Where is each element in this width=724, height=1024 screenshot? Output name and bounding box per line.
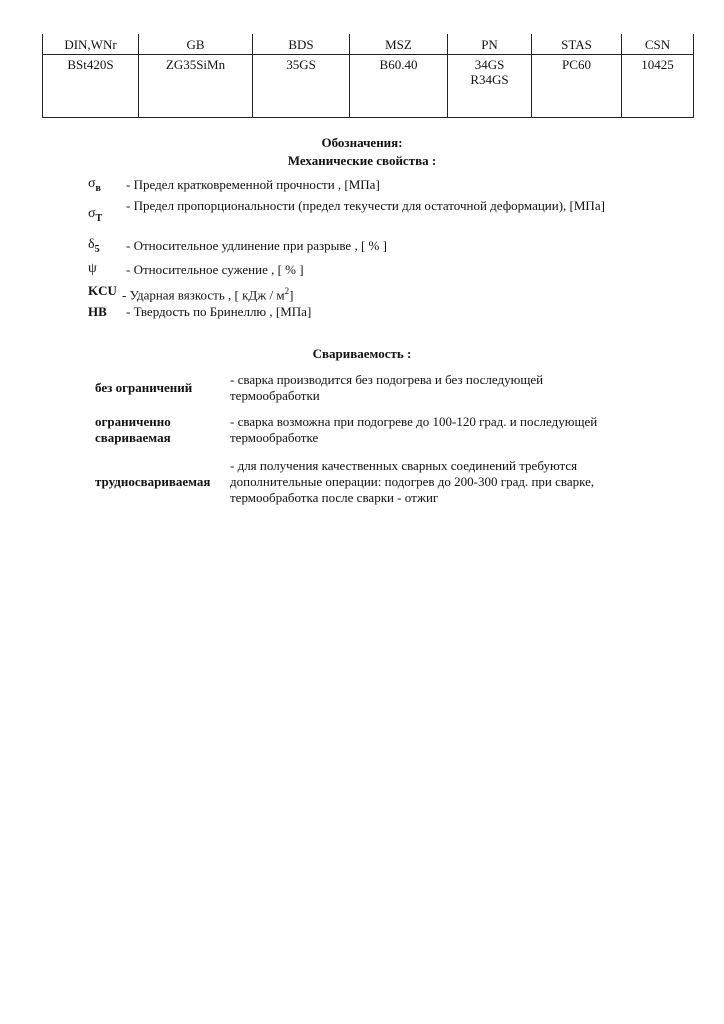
weldability-term: без ограничений (95, 380, 193, 395)
hb-symbol: HB (88, 304, 107, 319)
analogs-value-cell: 35GS (253, 55, 350, 118)
weldability-desc: - сварка возможна при подогреве до 100-120 град. и последующей термообработке (230, 414, 598, 445)
psi-symbol: ψ (88, 261, 97, 276)
analogs-value-row (43, 55, 694, 118)
analogs-header-cell: PN (448, 34, 532, 55)
analogs-value-cell: ZG35SiMn (139, 55, 253, 118)
analogs-header-cell: CSN (622, 34, 694, 55)
analogs-header-row (43, 34, 694, 55)
legend-text: - Ударная вязкость , [ кДж / $м^2$] (122, 286, 294, 303)
kcu-symbol: KCU (88, 283, 117, 298)
weldability-desc: - сварка производится без подогрева и без последующей термообработки (230, 372, 544, 403)
mechanical-properties-subtitle: Механические свойства : (287, 153, 437, 168)
analogs-value-cell: 10425 (622, 55, 694, 118)
analogs-header-cell: MSZ (350, 34, 448, 55)
analogs-header-cell: STAS (532, 34, 622, 55)
designations-title: Обозначения: (321, 135, 403, 150)
analogs-value-cell: 34GS R34GS (448, 55, 532, 118)
legend-text: - Относительное удлинение при разрыве , [ % ] (126, 238, 387, 253)
analogs-header-cell: BDS (253, 34, 350, 55)
delta-5-symbol: $\delta_5$ (88, 237, 100, 255)
analogs-header-cell: GB (139, 34, 253, 55)
sigma-t-symbol: $\sigma_T$ (88, 206, 103, 224)
weldability-desc: - для получения качественных сварных соединений требуются дополнительные операции: подогрев до 200-300 град. при сварке, термообработка после сварки - отжиг (230, 458, 595, 505)
analogs-table (42, 34, 694, 118)
sigma-b-symbol: $\sigma_в$ (88, 176, 101, 194)
analogs-value-cell: BSt420S (43, 55, 139, 118)
analogs-header-cell: DIN,WNr (43, 34, 139, 55)
legend-text: - Относительное сужение , [ % ] (126, 262, 304, 277)
weldability-term: трудносвариваемая (95, 474, 211, 489)
legend-text: - Предел пропорциональности (предел текучести для остаточной деформации), [МПа] (126, 198, 605, 213)
weldability-term: ограниченно свариваемая (95, 414, 171, 445)
weldability-title: Свариваемость : (312, 346, 412, 361)
legend-text: - Твердость по Бринеллю , [МПа] (126, 304, 312, 319)
analogs-value-cell: PC60 (532, 55, 622, 118)
legend-text: - Предел кратковременной прочности , [МПа] (126, 177, 380, 192)
analogs-value-cell: B60.40 (350, 55, 448, 118)
designations-legend (88, 176, 648, 326)
